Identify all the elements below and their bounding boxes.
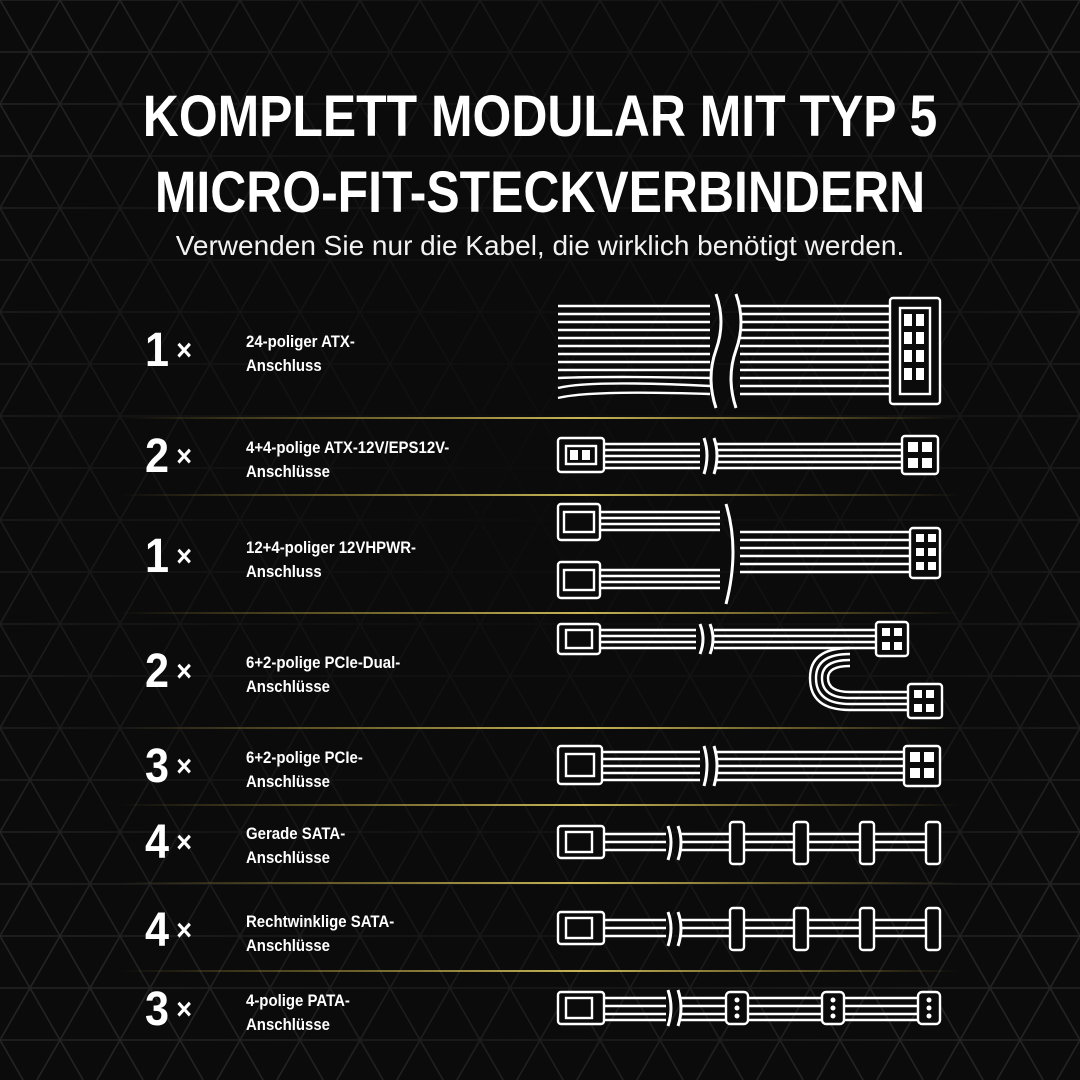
- quantity: 4 ×: [145, 816, 193, 869]
- headline-line-2: MICRO-FIT-STECKVERBINDERN: [154, 160, 926, 225]
- cable-label: 24-poliger ATX- Anschluss: [246, 332, 355, 375]
- row-divider: [120, 727, 960, 729]
- quantity: 2 ×: [145, 645, 193, 698]
- eps12v-cable-icon: [550, 430, 950, 482]
- row-divider: [120, 494, 960, 496]
- cable-label: 4+4-polige ATX-12V/EPS12V- Anschlüsse: [246, 438, 450, 481]
- cable-label: 6+2-polige PCIe-Dual- Anschlüsse: [246, 653, 401, 696]
- quantity: 2 ×: [145, 430, 193, 483]
- quantity: 1 ×: [145, 324, 193, 377]
- quantity: 3 ×: [145, 983, 193, 1036]
- row-divider: [120, 970, 960, 972]
- quantity: 4 ×: [145, 904, 193, 957]
- pata-cable-icon: [550, 984, 950, 1032]
- sata-right-angle-cable-icon: [550, 904, 950, 954]
- cable-label: 6+2-polige PCIe- Anschlüsse: [246, 748, 363, 791]
- headline-line-1: KOMPLETT MODULAR MIT TYP 5: [142, 84, 938, 149]
- row-divider: [120, 882, 960, 884]
- sata-straight-cable-icon: [550, 818, 950, 868]
- quantity: 1 ×: [145, 530, 193, 583]
- row-divider: [120, 804, 960, 806]
- cable-label: Rechtwinklige SATA- Anschlüsse: [246, 912, 395, 955]
- subtitle: Verwenden Sie nur die Kabel, die wirklich benötigt werden.: [175, 230, 905, 261]
- 12vhpwr-cable-icon: [550, 500, 950, 610]
- row-divider: [120, 612, 960, 614]
- cable-label: 4-polige PATA- Anschlüsse: [246, 991, 350, 1034]
- pcie-cable-icon: [550, 740, 950, 792]
- cable-label: Gerade SATA- Anschlüsse: [246, 824, 346, 867]
- cable-label: 12+4-poliger 12VHPWR- Anschluss: [246, 538, 417, 581]
- row-divider: [120, 417, 960, 419]
- quantity: 3 ×: [145, 740, 193, 793]
- pcie-dual-cable-icon: [550, 618, 950, 722]
- atx-24pin-cable-icon: [550, 292, 950, 412]
